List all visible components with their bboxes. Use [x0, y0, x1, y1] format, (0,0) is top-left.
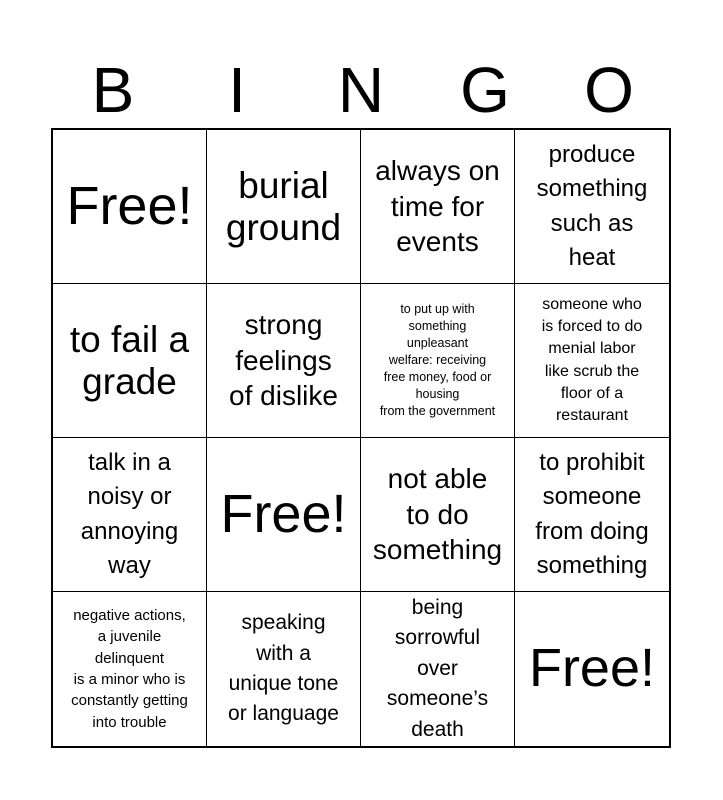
- bingo-cell[interactable]: talk in a noisy or annoying way: [53, 438, 207, 592]
- bingo-cell[interactable]: someone who is forced to do menial labor like scrub the floor of a restaurant: [515, 284, 669, 438]
- bingo-cell[interactable]: negative actions, a juvenile delinquent is a minor who is constantly getting into trouble: [53, 592, 207, 746]
- bingo-header: [51, 52, 671, 128]
- bingo-cell-free[interactable]: Free!: [207, 438, 361, 592]
- bingo-cell[interactable]: strong feelings of dislike: [207, 284, 361, 438]
- bingo-cell[interactable]: always on time for events: [361, 130, 515, 284]
- header-letter-n: N: [337, 54, 385, 126]
- bingo-cell-free[interactable]: Free!: [53, 130, 207, 284]
- bingo-cell[interactable]: to fail a grade: [53, 284, 207, 438]
- bingo-cell[interactable]: speaking with a unique tone or language: [207, 592, 361, 746]
- bingo-cell[interactable]: being sorrowful over someone’s death: [361, 592, 515, 746]
- bingo-cell[interactable]: not able to do something: [361, 438, 515, 592]
- bingo-cell-free[interactable]: Free!: [528, 638, 656, 699]
- bingo-board: [51, 128, 671, 748]
- header-letter-b: B: [91, 54, 135, 126]
- bingo-cell[interactable]: to put up with something unpleasant welfare: receiving free money, food or housing from the government: [361, 284, 515, 438]
- header-letter-g: G: [460, 54, 510, 126]
- header-letter-i: I: [228, 54, 246, 126]
- bingo-cell[interactable]: produce something such as heat: [515, 130, 669, 284]
- header-letter-o: O: [584, 54, 634, 126]
- bingo-cell[interactable]: to prohibit someone from doing something: [515, 438, 669, 592]
- bingo-cell[interactable]: burial ground: [207, 130, 361, 284]
